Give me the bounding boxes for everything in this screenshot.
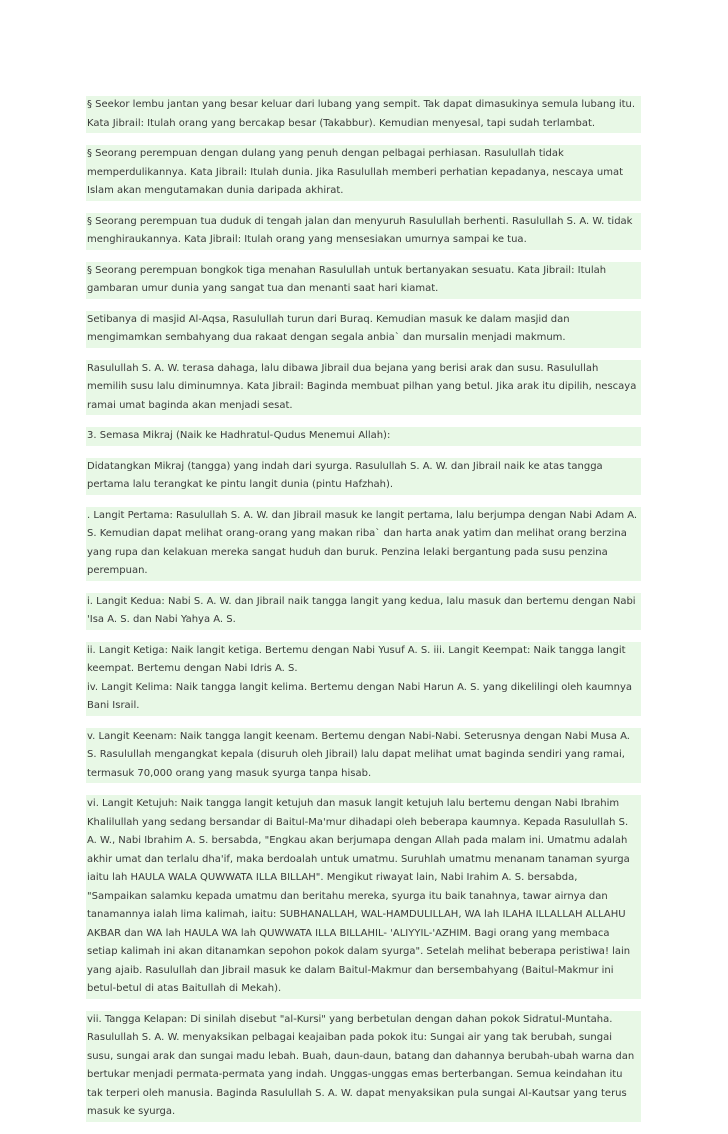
paragraph-masjid-al-aqsa: Setibanya di masjid Al-Aqsa, Rasulullah turun dari Buraq. Kemudian masuk ke dalam masjid dan mengimamkan sembahyang dua rakaat dengan segala anbia` dan mursalin menjadi makmum. — [86, 311, 641, 348]
paragraph-langit-pertama: . Langit Pertama: Rasulullah S. A. W. dan Jibrail masuk ke langit pertama, lalu berjumpa dengan Nabi Adam A. S. Kemudian dapat melihat orang-orang yang makan riba` dan harta anak yatim dan melihat orang berzina yang rupa dan kelakuan mereka sangat huduh dan buruk. Penzina lelaki bergantung pada susu penzina perempuan. — [86, 507, 641, 581]
paragraph-langit-kedua: i. Langit Kedua: Nabi S. A. W. dan Jibrail naik tangga langit yang kedua, lalu masuk dan bertemu dengan Nabi 'Isa A. S. dan Nabi Yahya A. S. — [86, 593, 641, 630]
paragraph-tangga-kelapan: vii. Tangga Kelapan: Di sinilah disebut "al-Kursi" yang berbetulan dengan dahan pokok Sidratul-Muntaha. Rasulullah S. A. W. menyaksikan pelbagai keajaiban pada pokok itu: Sungai air yang tak berubah, sungai susu, sungai arak dan sungai madu lebah. Buah, daun-daun, batang dan dahannya berubah-ubah warna dan bertukar menjadi permata-permata yang indah. Unggas-unggas emas berterbangan. Semua keindahan itu tak terperi oleh manusia. Baginda Rasulullah S. A. W. dapat menyaksikan pula sungai Al-Kautsar yang terus masuk ke syurga. — [86, 1011, 641, 1122]
paragraph-perempuan-bongkok: § Seorang perempuan bongkok tiga menahan Rasulullah untuk bertanyakan sesuatu. Kata Jibrail: Itulah gambaran umur dunia yang sangat tua dan menanti saat hari kiamat. — [86, 262, 641, 299]
paragraph-langit-ketiga-keempat-kelima: ii. Langit Ketiga: Naik langit ketiga. Bertemu dengan Nabi Yusuf A. S. iii. Langit Keempat: Naik tangga langit keempat. Bertemu dengan Nabi Idris A. S. iv. Langit Kelima: Naik tangga langit kelima. Bertemu dengan Nabi Harun A. S. yang dikelilingi oleh kaumnya Bani Israil. — [86, 642, 641, 716]
paragraph-seekor-lembu: § Seekor lembu jantan yang besar keluar dari lubang yang sempit. Tak dapat dimasukinya semula lubang itu. Kata Jibrail: Itulah orang yang bercakap besar (Takabbur). Kemudian menyesal, tapi sudah terlambat. — [86, 96, 641, 133]
paragraph-langit-keenam: v. Langit Keenam: Naik tangga langit keenam. Bertemu dengan Nabi-Nabi. Seterusnya dengan Nabi Musa A. S. Rasulullah mengangkat kepala (disuruh oleh Jibrail) lalu dapat melihat umat baginda sendiri yang ramai, termasuk 70,000 orang yang masuk syurga tanpa hisab. — [86, 728, 641, 784]
section-heading-mikraj: 3. Semasa Mikraj (Naik ke Hadhratul-Qudus Menemui Allah): — [86, 427, 641, 446]
paragraph-tangga-mikraj: Didatangkan Mikraj (tangga) yang indah dari syurga. Rasulullah S. A. W. dan Jibrail naik ke atas tangga pertama lalu terangkat ke pintu langit dunia (pintu Hafzhah). — [86, 458, 641, 495]
paragraph-langit-ketujuh: vi. Langit Ketujuh: Naik tangga langit ketujuh dan masuk langit ketujuh lalu bertemu dengan Nabi Ibrahim Khalilullah yang sedang bersandar di Baitul-Ma'mur dihadapi oleh beberapa kaumnya. Kepada Rasulullah S. A. W., Nabi Ibrahim A. S. bersabda, "Engkau akan berjumapa dengan Allah pada malam ini. Umatmu adalah akhir umat dan terlalu dha'if, maka berdoalah untuk umatmu. Suruhlah umatmu menanam tanaman syurga iaitu lah HAULA WALA QUWWATA ILLA BILLAH". Mengikut riwayat lain, Nabi Irahim A. S. bersabda, "Sampaikan salamku kepada umatmu dan beritahu mereka, syurga itu baik tanahnya, tawar airnya dan tanamannya ialah lima kalimah, iaitu: SUBHANALLAH, WAL-HAMDULILLAH, WA lah ILAHA ILLALLAH ALLAHU AKBAR dan WA lah HAULA WA lah QUWWATA ILLA BILLAHIL- 'ALIYYIL-'AZHIM. Bagi orang yang membaca setiap kalimah ini akan ditanamkan sepohon pokok dalam syurga". Setelah melihat beberapa peristiwa! lain yang ajaib. Rasulullah dan Jibrail masuk ke dalam Baitul-Makmur dan bersembahyang (Baitul-Makmur ini betul-betul di atas Baitullah di Mekah). — [86, 795, 641, 999]
paragraph-perempuan-dulang: § Seorang perempuan dengan dulang yang penuh dengan pelbagai perhiasan. Rasulullah tidak memperdulikannya. Kata Jibrail: Itulah dunia. Jika Rasulullah memberi perhatian kepadanya, nescaya umat Islam akan mengutamakan dunia daripada akhirat. — [86, 145, 641, 201]
paragraph-arak-susu: Rasulullah S. A. W. terasa dahaga, lalu dibawa Jibrail dua bejana yang berisi arak dan susu. Rasulullah memilih susu lalu diminumnya. Kata Jibrail: Baginda membuat pilhan yang betul. Jika arak itu dipilih, nescaya ramai umat baginda akan menjadi sesat. — [86, 360, 641, 416]
document-body — [86, 96, 641, 1134]
paragraph-perempuan-tua: § Seorang perempuan tua duduk di tengah jalan dan menyuruh Rasulullah berhenti. Rasulullah S. A. W. tidak menghiraukannya. Kata Jibrail: Itulah orang yang mensesiakan umurnya sampai ke tua. — [86, 213, 641, 250]
